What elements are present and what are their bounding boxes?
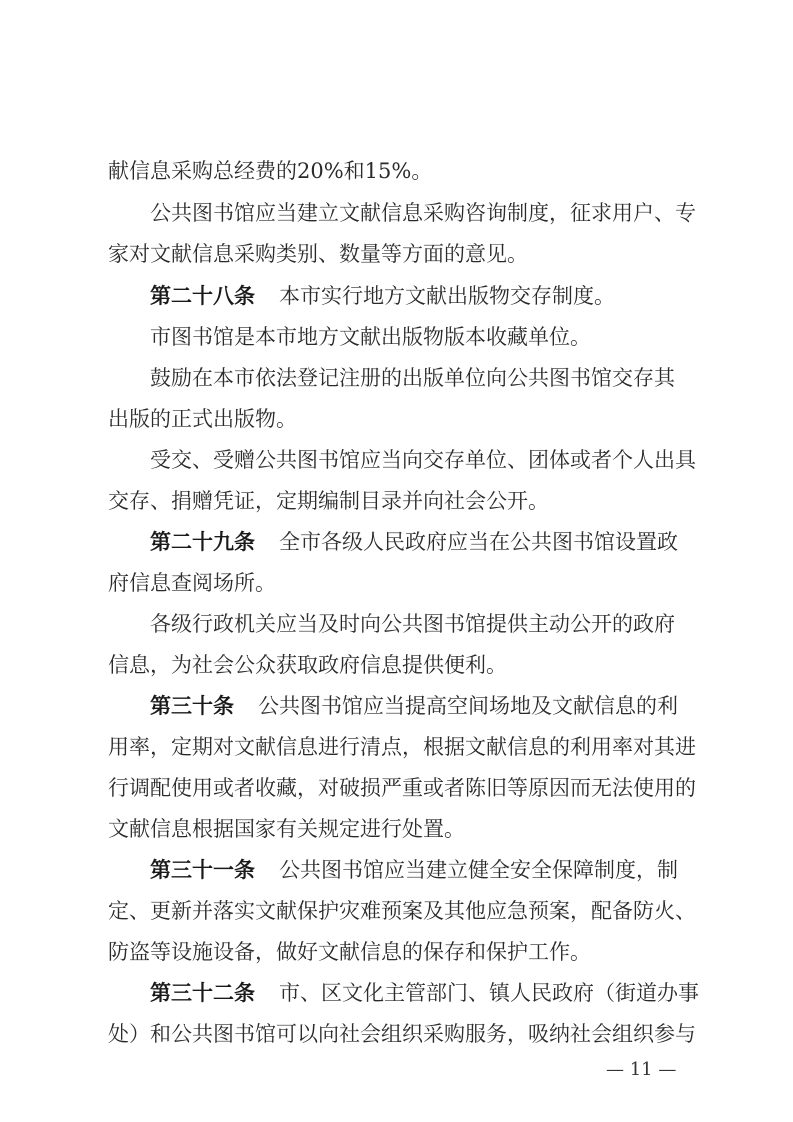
text-line: 鼓励在本市依法登记注册的出版单位向公共图书馆交存其	[150, 366, 675, 390]
text-line: 各级行政机关应当及时向公共图书馆提供主动公开的政府	[150, 612, 675, 636]
article-29	[150, 528, 678, 556]
text-line: 防盗等设施设备，做好文献信息的保存和保护工作。	[108, 940, 591, 964]
article-text: 市、区文化主管部门、镇人民政府（街道办事	[279, 981, 699, 1005]
text-line: 用率，定期对文献信息进行清点，根据文献信息的利用率对其进	[108, 735, 696, 759]
text-line: 定、更新并落实文献保护灾难预案及其他应急预案，配备防火、	[108, 899, 696, 923]
article-text: 公共图书馆应当提高空间场地及文献信息的利	[258, 694, 678, 718]
text-line: 献信息采购总经费的20%和15%。	[108, 159, 433, 183]
text-line: 信息，为社会公众获取政府信息提供便利。	[108, 653, 507, 677]
article-text: 公共图书馆应当建立健全安全保障制度，制	[279, 858, 678, 882]
text-line: 处）和公共图书馆可以向社会组织采购服务，吸纳社会组织参与	[108, 1022, 696, 1046]
article-text: 全市各级人民政府应当在公共图书馆设置政	[279, 530, 678, 554]
article-heading: 第二十八条	[150, 284, 255, 308]
article-heading: 第三十二条	[150, 981, 255, 1005]
text-line: 行调配使用或者收藏，对破损严重或者陈旧等原因而无法使用的	[108, 776, 696, 800]
article-heading: 第三十条	[150, 694, 234, 718]
article-text: 本市实行地方文献出版物交存制度。	[279, 284, 615, 308]
article-31	[150, 856, 678, 884]
article-30	[150, 692, 678, 720]
text-line: 交存、捐赠凭证，定期编制目录并向社会公开。	[108, 489, 549, 513]
text-line: 家对文献信息采购类别、数量等方面的意见。	[108, 242, 528, 266]
text-line: 文献信息根据国家有关规定进行处置。	[108, 817, 465, 841]
text-line: 受交、受赠公共图书馆应当向交存单位、团体或者个人出具	[150, 448, 696, 472]
text-line: 公共图书馆应当建立文献信息采购咨询制度，征求用户、专	[150, 201, 696, 225]
article-heading: 第二十九条	[150, 530, 255, 554]
page-number: — 11 —	[606, 1059, 677, 1080]
text-line: 市图书馆是本市地方文献出版物版本收藏单位。	[150, 325, 591, 349]
text-line: 出版的正式出版物。	[108, 407, 297, 431]
article-28	[150, 282, 615, 310]
article-32	[150, 979, 699, 1007]
text-line: 府信息查阅场所。	[108, 571, 276, 595]
article-heading: 第三十一条	[150, 858, 255, 882]
